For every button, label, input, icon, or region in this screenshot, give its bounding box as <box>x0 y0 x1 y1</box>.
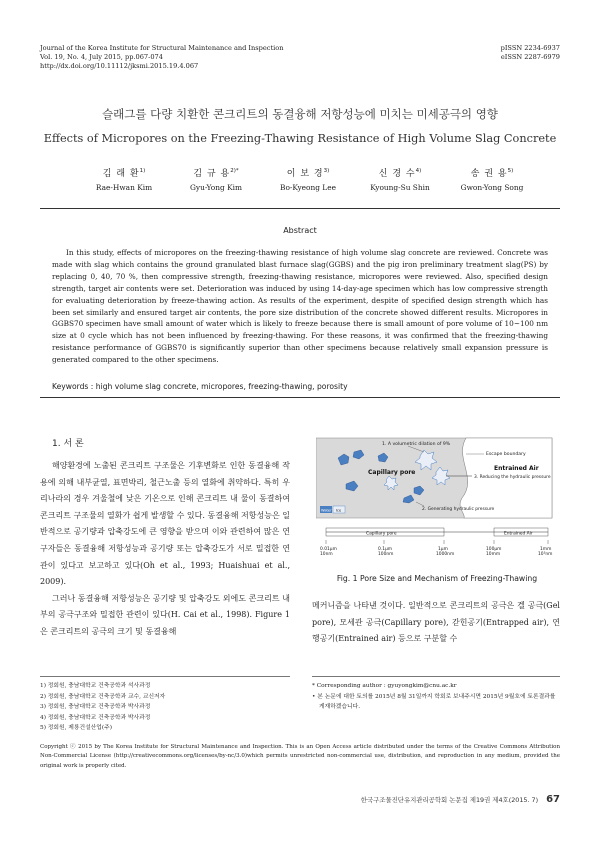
scale-bottom-label: 10mm <box>486 552 501 557</box>
divider-top <box>40 208 560 209</box>
author-name-en: Rae-Hwan Kim <box>95 183 153 192</box>
author-affil: 1) <box>139 168 146 174</box>
label-generating-pressure: 2. Generating hydraulic pressure <box>422 507 495 512</box>
author-name-en: Gwon-Yong Song <box>460 183 524 192</box>
issn-block <box>501 44 560 62</box>
journal-name: Journal of the Korea Institute for Structural Maintenance and Inspection <box>40 44 284 52</box>
author-affil: 3) <box>323 168 330 174</box>
author-affil: 5) <box>507 168 514 174</box>
eissn: eISSN 2287-6979 <box>500 53 560 61</box>
figure-caption: Fig. 1 Pore Size and Mechanism of Freezing-Thawing <box>336 574 538 583</box>
author-5 <box>440 166 544 192</box>
footnote: 3) 정회원, 충남대학교 건축공학과 박사과정 <box>40 704 151 711</box>
author-4 <box>348 166 452 192</box>
keywords: Keywords : high volume slag concrete, micropores, freezing-thawing, porosity <box>52 382 348 391</box>
footer-journal: 한국구조물진단유지관리공학회 논문집 제19권 제4호(2015. 7) <box>360 796 539 804</box>
label-capillary-pore: Capillary pore <box>368 469 416 476</box>
author-name-ko: 김 규 용 <box>193 169 231 179</box>
legend-ice: Ice <box>336 508 342 513</box>
scale-bottom-label: 1000nm <box>436 552 455 557</box>
legend-water: Water <box>321 508 332 513</box>
author-name-ko: 이 보 경 <box>286 169 324 179</box>
author-affil: 4) <box>415 168 422 174</box>
footnote: 1) 정회원, 충남대학교 건축공학과 석사과정 <box>40 683 151 689</box>
footnote: 2) 정회원, 충남대학교 건축공학과 교수, 교신저자 <box>40 693 166 700</box>
scale-bottom-label: 100nm <box>378 552 394 557</box>
label-entrained-air: Entrained Air <box>494 465 539 472</box>
footnote-discussion: • 본 논문에 대한 토의를 2015년 8월 31일까지 학회로 보내주시면 2015년 9월호에 토론결과를 게재하겠습니다. <box>312 693 556 711</box>
footnotes-correspondence <box>312 681 560 713</box>
scale-top-label: 0.01μm <box>320 547 337 552</box>
footnote-corresponding-author: * Corresponding author : gyuyongkim@cnu.ac.kr <box>312 683 457 689</box>
footnote: 4) 정회원, 충남대학교 건축공학과 박사과정 <box>40 714 151 721</box>
author-3 <box>256 166 360 192</box>
section-heading: 1. 서 론 <box>52 439 84 449</box>
author-name-ko: 김 래 환 <box>102 169 140 179</box>
scale-bottom-label: 10³nm <box>538 552 553 557</box>
body-left-column <box>40 458 290 641</box>
scale-top-label: 1μm <box>438 547 448 552</box>
body-right-column: 메커니즘을 나타낸 것이다. 일반적으로 콘크리트의 공극은 겔 공극(Gel pore), 모세관 공극(Capillary pore), 갇힌공기(Entrapped air), 연행공기(Entrained air) 등으로 구분할 수 <box>312 601 560 644</box>
author-name-ko: 송 권 용 <box>470 169 508 179</box>
bar-entrained-label: Entrained Air <box>504 531 533 537</box>
doi-link[interactable]: http://dx.doi.org/10.11112/jksmi.2015.19.4.067 <box>40 62 199 70</box>
author-name-en: Gyu-Yong Kim <box>190 183 242 192</box>
footnotes-affiliations <box>40 681 290 734</box>
bar-capillary-label: Capillary pore <box>366 531 397 537</box>
scale-top-label: 100μm <box>486 547 502 552</box>
label-dilation: 1. A volumetric dilation of 9% <box>382 442 451 447</box>
author-name-ko: 신 경 수 <box>378 169 416 179</box>
divider-abstract <box>40 397 560 398</box>
footnote: 5) 정회원, 제룡건설산업(주) <box>40 725 112 732</box>
page-footer <box>361 794 560 805</box>
page-number: 67 <box>546 794 560 805</box>
footnote-divider-right <box>312 676 560 677</box>
pissn: pISSN 2234-6937 <box>500 44 560 52</box>
label-escape-boundary: Escape boundary <box>486 452 526 457</box>
scale-ticks <box>326 540 548 544</box>
author-2 <box>164 166 268 192</box>
abstract-text: In this study, effects of micropores on the freezing-thawing resistance of high volume slag concrete are reviewed. Concrete was made with slag which contains the ground granulated blast furnace slag(GGBS) and the pig iron preliminary treatment slag(PS) by replacing 0, 40, 70 %, then compressive strength, freezing-thawing resistance, micropores were reviewed. Also, specified design strength, target air contents were set. Deterioration was induced by using 14-day-age specimen which has low compressive strength for evaluating deterioration by freeze-thawing action. As results of the experiment, despite of specified design strength which has been set similarly and ensured target air contents, the pore size distribution of the concrete showed different results. Micropores in GGBS70 specimen have small amount of water which is likely to freeze because there is small amount of pore volume of 10~100 nm size at 0 cycle which has not been influenced by freezing-thawing. For these reasons, it was confirmed that the freezing-thawing resistance performance of GGBS70 is significantly superior than other specimens because relatively small expansion pressure is generated compared to the other specimens. <box>52 248 548 365</box>
scale-top-label: 0.1μm <box>378 547 393 552</box>
author-name-en: Kyoung-Su Shin <box>370 183 430 192</box>
author-name-en: Bo-Kyeong Lee <box>280 183 336 192</box>
scale-bottom-label: 10nm <box>320 552 333 557</box>
title-english: Effects of Micropores on the Freezing-Thawing Resistance of High Volume Slag Concrete <box>43 132 557 145</box>
abstract-heading: Abstract <box>283 226 317 235</box>
footnote-divider-left <box>40 676 290 677</box>
title-korean: 슬래그를 다량 치환한 콘크리트의 동결융해 저항성능에 미치는 미세공극의 영향 <box>102 107 498 121</box>
label-reducing-pressure: 3. Reducing the hydraulic pressure <box>474 475 551 480</box>
journal-volume: Vol. 19, No. 4, July 2015, pp.067-074 <box>40 53 163 61</box>
journal-header <box>40 44 340 71</box>
copyright-notice: Copyright ⓒ 2015 by The Korea Institute for Structural Maintenance and Inspection. This is an Open Access article distributed under the terms of the Creative Commons Attribution Non-Commercial License (http://creativecommons.org/licenses/by-nc/3.0)which permits unrestricted non-commercial use, distribution, and reproduction in any medium, provided the original work is properly cited. <box>40 744 560 769</box>
scale-top-label: 1mm <box>540 547 552 552</box>
figure-pore-mechanism <box>316 436 560 566</box>
author-1 <box>72 166 176 192</box>
author-affil: 2)* <box>230 168 239 174</box>
paragraph: 해양환경에 노출된 콘크리트 구조물은 기후변화로 인한 동결융해 작용에 의해 내부균열, 표면박리, 철근노출 등의 열화에 취약하다. 특히 우리나라의 경우 겨울철에 낮은 기온으로 인해 콘크리트 내 물이 동결하여 콘크리트 구조물의 열화가 쉽게 발생할 수 있다. 동결융해 저항성능은 일반적으로 공기량과 압축강도에 큰 영향을 받으며 이와 관련하여 많은 연구자들은 동결융해 저항성능과 공기량 또는 압축강도가 서로 밀접한 연관이 있다고 보고하고 있다(Oh et al., 1993; Huaishuai et al., 2009). <box>40 461 290 587</box>
paragraph: 그러나 동결융해 저항성능은 공기량 및 압축강도 외에도 콘크리트 내부의 공극구조와 밀접한 관련이 있다(H. Cai et al., 1998). Figure 1은 콘크리트의 공극의 크기 및 동결융해 <box>40 593 290 636</box>
